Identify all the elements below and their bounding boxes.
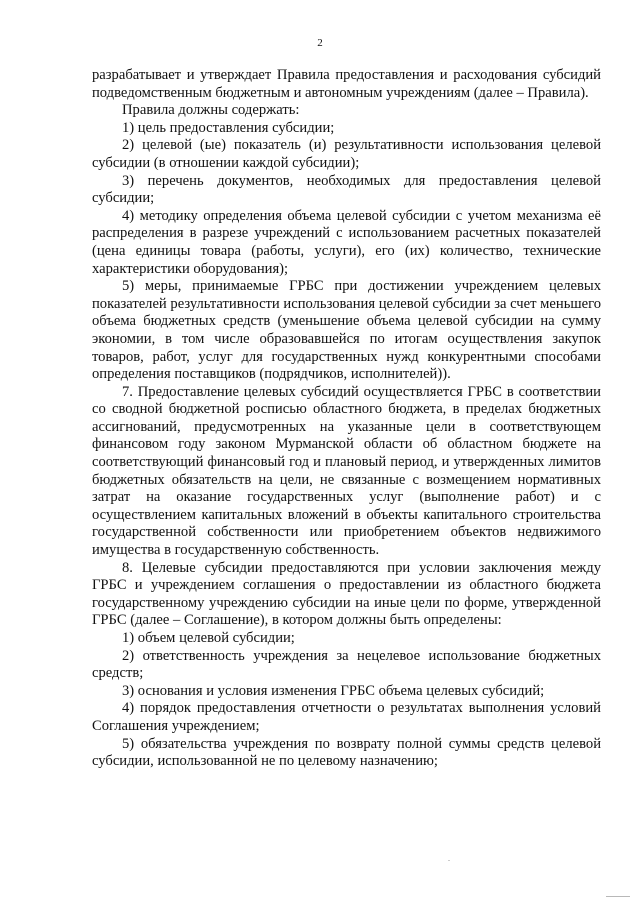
scan-artifact bbox=[606, 896, 630, 897]
document-body bbox=[92, 67, 601, 771]
paragraph: 5) обязательства учреждения по возврату полной суммы средств целевой субсидии, использованной не по целевому назначению; bbox=[92, 735, 601, 770]
paragraph: 4) порядок предоставления отчетности о результатах выполнения условий Соглашения учреждением; bbox=[92, 700, 601, 734]
paragraph: 7. Предоставление целевых субсидий осуществляется ГРБС в соответствии со сводной бюджетной росписью областного бюджета, в пределах бюджетных ассигнований, предусмотренных на указанные цели в соответствующем финансовом году законом Мурманской области об областном бюджете на соответствующий финансовый год и плановый период, и утвержденных лимитов бюджетных обязательств на цели, не связанные с возмещением нормативных затрат на оказание государственных услуг (выполнение работ) и с осуществлением капитальных вложений в объекты капитального строительства государственной собственности или приобретением объектов недвижимого имущества в государственную собственность. bbox=[92, 383, 601, 559]
paragraph: 2) ответственность учреждения за нецелевое использование бюджетных средств; bbox=[92, 647, 601, 682]
paragraph: 3) основания и условия изменения ГРБС объема целевых субсидий; bbox=[122, 682, 545, 699]
paragraph: Правила должны содержать: bbox=[122, 102, 300, 119]
paragraph: 5) меры, принимаемые ГРБС при достижении учреждением целевых показателей результативности использования целевой субсидии за счет меньшего объема бюджетных средств (уменьшение объема целевой субсидии на сумму экономии, в том числе образовавшейся по итогам осуществления закупок товаров, работ, услуг для государственных нужд конкурентными способами определения поставщиков (подрядчиков, исполнителей)). bbox=[92, 278, 601, 383]
paragraph: 3) перечень документов, необходимых для предоставления целевой субсидии; bbox=[92, 172, 601, 207]
page-number: 2 bbox=[317, 37, 323, 49]
paragraph: 2) целевой (ые) показатель (и) результативности использования целевой субсидии (в отношении каждой субсидии); bbox=[92, 137, 601, 171]
paragraph: 4) методику определения объема целевой субсидии с учетом механизма её распределения в разрезе учреждений с использованием расчетных показателей (цена единицы товара (работы, услуги), его (их) количество, технические характеристики оборудования); bbox=[92, 207, 601, 277]
paragraph: 1) цель предоставления субсидии; bbox=[122, 119, 335, 136]
paragraph: 1) объем целевой субсидии; bbox=[122, 630, 295, 646]
paragraph: разрабатывает и утверждает Правила предоставления и расходования субсидий подведомственным бюджетным и автономным учреждениям (далее – Правила). bbox=[92, 67, 601, 101]
paragraph: 8. Целевые субсидии предоставляются при условии заключения между ГРБС и учреждением соглашения о предоставлении из областного бюджета государственному учреждению субсидии на иные цели по форме, утвержденной ГРБС (далее – Соглашение), в котором должны быть определены: bbox=[92, 559, 601, 629]
scan-artifact bbox=[448, 860, 450, 861]
